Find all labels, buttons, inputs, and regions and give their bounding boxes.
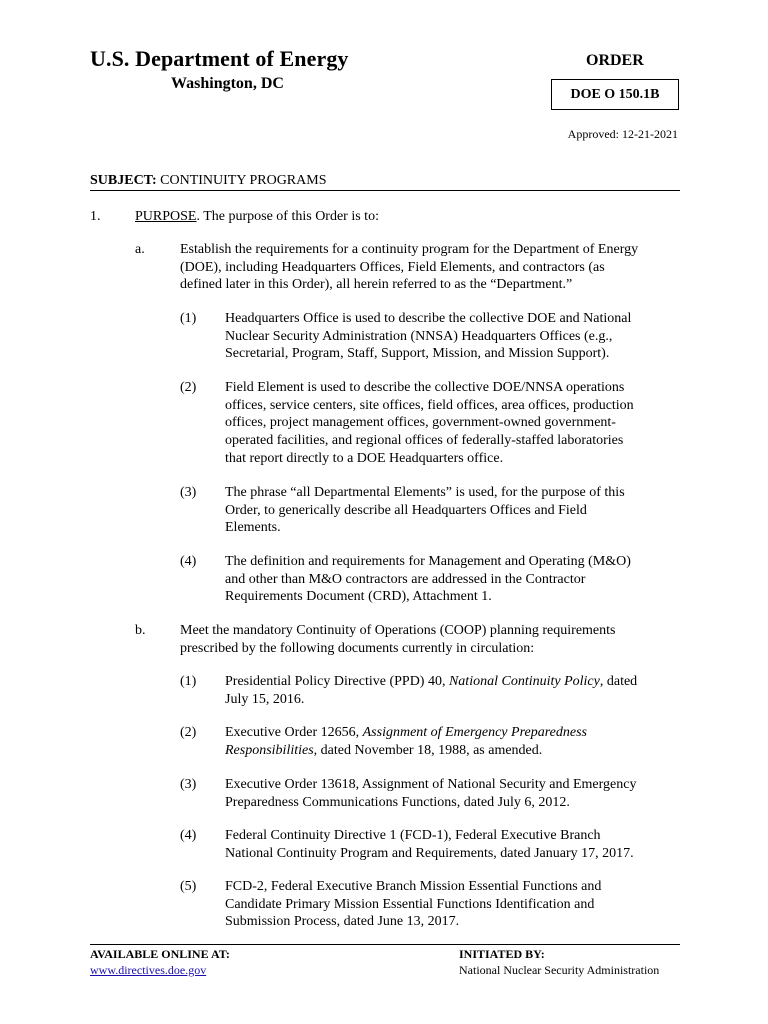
text-run: Presidential Policy Directive (PPD) 40, [225, 674, 449, 689]
purpose-intro: . The purpose of this Order is to: [196, 209, 379, 224]
subject-line [90, 173, 680, 191]
text-line [225, 673, 637, 691]
text-run: Executive Order 12656, [225, 725, 363, 740]
item-a-label: a. [135, 242, 145, 257]
text-line: National Continuity Program and Requirements, dated January 17, 2017. [225, 845, 634, 861]
subitem-text [225, 673, 637, 708]
subitem-label: (1) [180, 311, 197, 326]
subitem-label: (2) [180, 380, 197, 395]
subject-label: SUBJECT: [90, 173, 157, 188]
text-line: operated facilities, and regional offices of federally-staffed laboratories [225, 433, 624, 449]
directives-link[interactable]: www.directives.doe.gov [90, 963, 207, 977]
subitem-label: (4) [180, 554, 197, 569]
text-run: , dated November 18, 1988, as amended. [313, 742, 543, 758]
text-line: Submission Process, dated June 13, 2017. [225, 914, 460, 930]
org-title: U.S. Department of Energy [90, 46, 349, 71]
order-label: ORDER [586, 52, 644, 69]
subitem-text [225, 827, 634, 862]
footer-divider [90, 944, 680, 945]
text-line: Field Element is used to describe the collective DOE/NNSA operations [225, 380, 625, 395]
text-line: Preparedness Communications Functions, dated July 6, 2012. [225, 794, 570, 810]
text-line: FCD-2, Federal Executive Branch Mission Essential Functions and [225, 879, 602, 894]
text-line: Nuclear Security Administration (NNSA) Headquarters Offices (e.g., [225, 328, 613, 344]
purpose-heading: PURPOSE [135, 209, 197, 224]
text-line: Headquarters Office is used to describe the collective DOE and National [225, 311, 632, 326]
section-number: 1. [90, 209, 101, 224]
subitem-text [225, 379, 634, 468]
subitem-text [225, 310, 631, 363]
subitem-label: (4) [180, 828, 197, 843]
text-line: prescribed by the following documents currently in circulation: [180, 640, 535, 656]
text-line [225, 724, 587, 742]
text-line: Executive Order 13618, Assignment of National Security and Emergency [225, 777, 637, 792]
subitem-text [225, 724, 587, 759]
text-line: July 15, 2016. [225, 691, 305, 707]
text-line: (DOE), including Headquarters Offices, Field Elements, and contractors (as [180, 259, 605, 275]
org-city: Washington, DC [171, 75, 284, 92]
approved-date: Approved: 12-21-2021 [567, 127, 678, 141]
text-line: that report directly to a DOE Headquarters office. [225, 450, 504, 466]
initiated-by-value: National Nuclear Security Administration [459, 963, 660, 977]
subitem-label: (2) [180, 725, 197, 740]
text-line: Order, to generically describe all Headquarters Offices and Field [225, 502, 587, 518]
text-line: The phrase “all Departmental Elements” is used, for the purpose of this [225, 485, 625, 500]
subitem-label: (3) [180, 777, 197, 792]
text-line: offices, project management offices, government-owned government- [225, 415, 616, 431]
text-line: and other than M&O contractors are addressed in the Contractor [225, 571, 586, 587]
text-line: Secretarial, Program, Staff, Support, Mission, and Mission Support). [225, 346, 610, 362]
item-b-text [180, 622, 615, 657]
text-line: Requirements Document (CRD), Attachment 1. [225, 589, 492, 605]
text-line: The definition and requirements for Management and Operating (M&O) [225, 554, 631, 569]
subitem-label: (1) [180, 674, 197, 689]
text-line: Candidate Primary Mission Essential Functions Identification and [225, 896, 595, 912]
subitem-text [225, 553, 631, 606]
text-line: Meet the mandatory Continuity of Operations (COOP) planning requirements [180, 623, 616, 638]
italic-title: National Continuity Policy [448, 674, 600, 689]
order-number-box: DOE O 150.1B [551, 79, 679, 110]
initiated-by-label: INITIATED BY: [459, 947, 545, 961]
item-b-label: b. [135, 623, 146, 638]
text-line [225, 742, 587, 760]
item-a-text [180, 241, 638, 294]
subitem-label: (3) [180, 485, 197, 500]
text-line: offices, service centers, site offices, field offices, area offices, production [225, 397, 634, 413]
text-line: Establish the requirements for a continuity program for the Department of Energy [180, 242, 639, 257]
subitem-label: (5) [180, 879, 197, 894]
subject-text: CONTINUITY PROGRAMS [160, 173, 327, 188]
available-online-label: AVAILABLE ONLINE AT: [90, 947, 230, 961]
italic-title: Assignment of Emergency Preparedness [362, 725, 587, 740]
subitem-text [225, 776, 636, 811]
text-line: Elements. [225, 520, 281, 536]
subitem-text [225, 484, 625, 537]
text-line: defined later in this Order), all herein referred to as the “Department.” [180, 277, 573, 293]
italic-title: Responsibilities [225, 742, 314, 758]
subitem-text [225, 878, 601, 931]
section-heading [135, 208, 379, 226]
text-run: , dated [599, 674, 638, 689]
text-line: Federal Continuity Directive 1 (FCD-1), Federal Executive Branch [225, 828, 601, 843]
